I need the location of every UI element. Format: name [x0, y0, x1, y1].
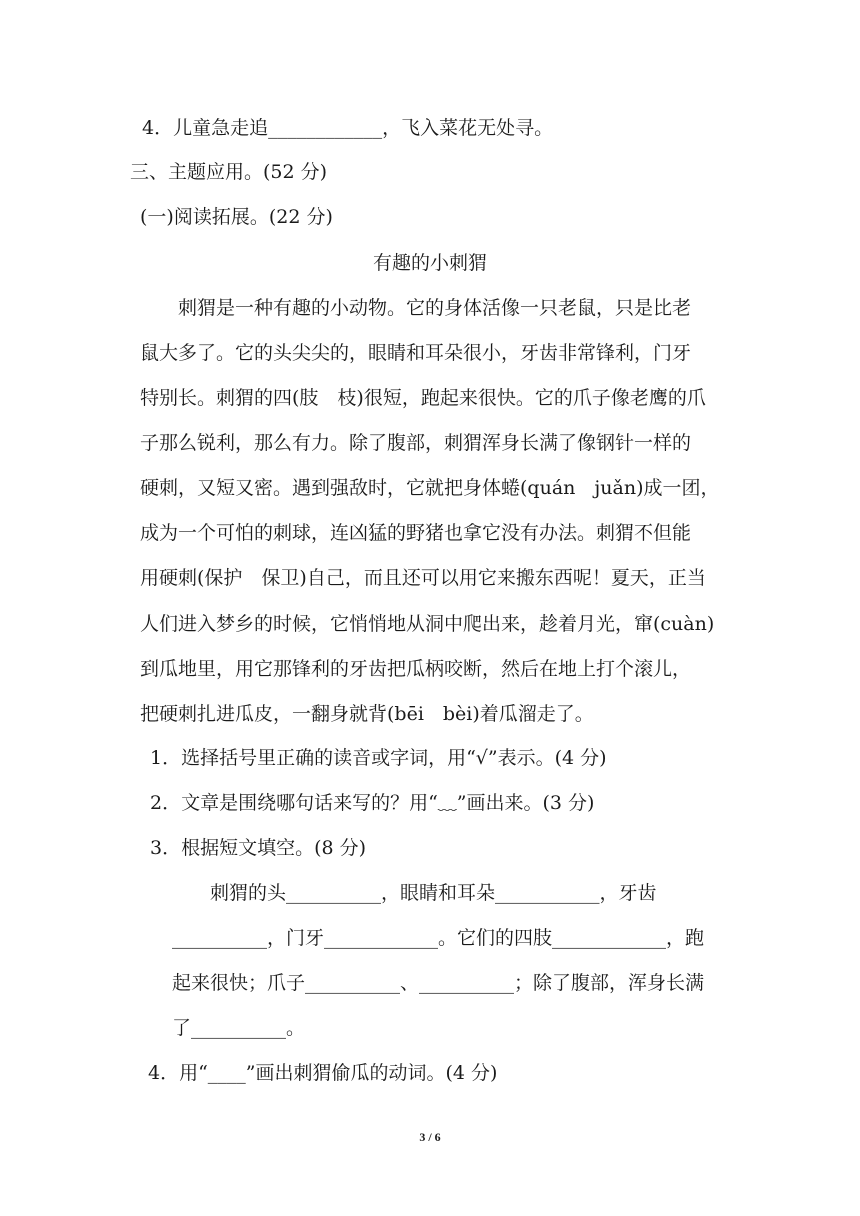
question-4-verbs: 4．用“____”画出刺猬偷瓜的动词。(4 分) [148, 1062, 498, 1084]
fill-blank-line: 起来很快；爪子__________、__________；除了腹部，浑身长满 [172, 972, 705, 994]
passage-title: 有趣的小刺猬 [372, 252, 487, 274]
fill-blank-line: __________，门牙____________。它们的四肢____________，跑 [172, 927, 705, 949]
passage-line: 子那么锐利，那么有力。除了腹部，刺猬浑身长满了像钢针一样的 [140, 432, 692, 454]
page-number: 3 / 6 [419, 1130, 441, 1144]
fill-blank-line: 刺猬的头__________，眼睛和耳朵___________，牙齿 [172, 882, 657, 904]
poem-question-4: 4．儿童急走追____________，飞入菜花无处寻。 [142, 117, 554, 139]
question-1: 1．选择括号里正确的读音或字词，用“√”表示。(4 分) [150, 747, 607, 769]
passage-line: 刺猬是一种有趣的小动物。它的身体活像一只老鼠，只是比老 [140, 297, 692, 319]
passage-line: 用硬刺(保护 保卫)自己，而且还可以用它来搬东西呢！夏天，正当 [140, 567, 706, 589]
passage-line: 到瓜地里，用它那锋利的牙齿把瓜柄咬断，然后在地上打个滚儿， [140, 658, 692, 680]
question-2: 2．文章是围绕哪句话来写的？用“﹏”画出来。(3 分) [150, 792, 595, 814]
passage-line: 硬刺，又短又密。遇到强敌时，它就把身体蜷(quán juǎn)成一团， [140, 477, 720, 499]
question-3: 3．根据短文填空。(8 分) [150, 837, 367, 859]
passage-line: 特别长。刺猬的四(肢 枝)很短，跑起来很快。它的爪子像老鹰的爪 [140, 387, 706, 409]
subsection-heading-reading: (一)阅读拓展。(22 分) [140, 206, 333, 228]
section-heading-3: 三、主题应用。(52 分) [130, 161, 328, 183]
passage-line: 鼠大多了。它的头尖尖的，眼睛和耳朵很小，牙齿非常锋利，门牙 [140, 342, 692, 364]
passage-line: 人们进入梦乡的时候，它悄悄地从洞中爬出来，趁着月光，窜(cuàn) [140, 613, 715, 635]
passage-line: 成为一个可怕的刺球，连凶猛的野猪也拿它没有办法。刺猬不但能 [140, 522, 692, 544]
passage-line: 把硬刺扎进瓜皮，一翻身就背(bēi bèi)着瓜溜走了。 [140, 703, 594, 725]
fill-blank-line: 了__________。 [172, 1017, 306, 1039]
